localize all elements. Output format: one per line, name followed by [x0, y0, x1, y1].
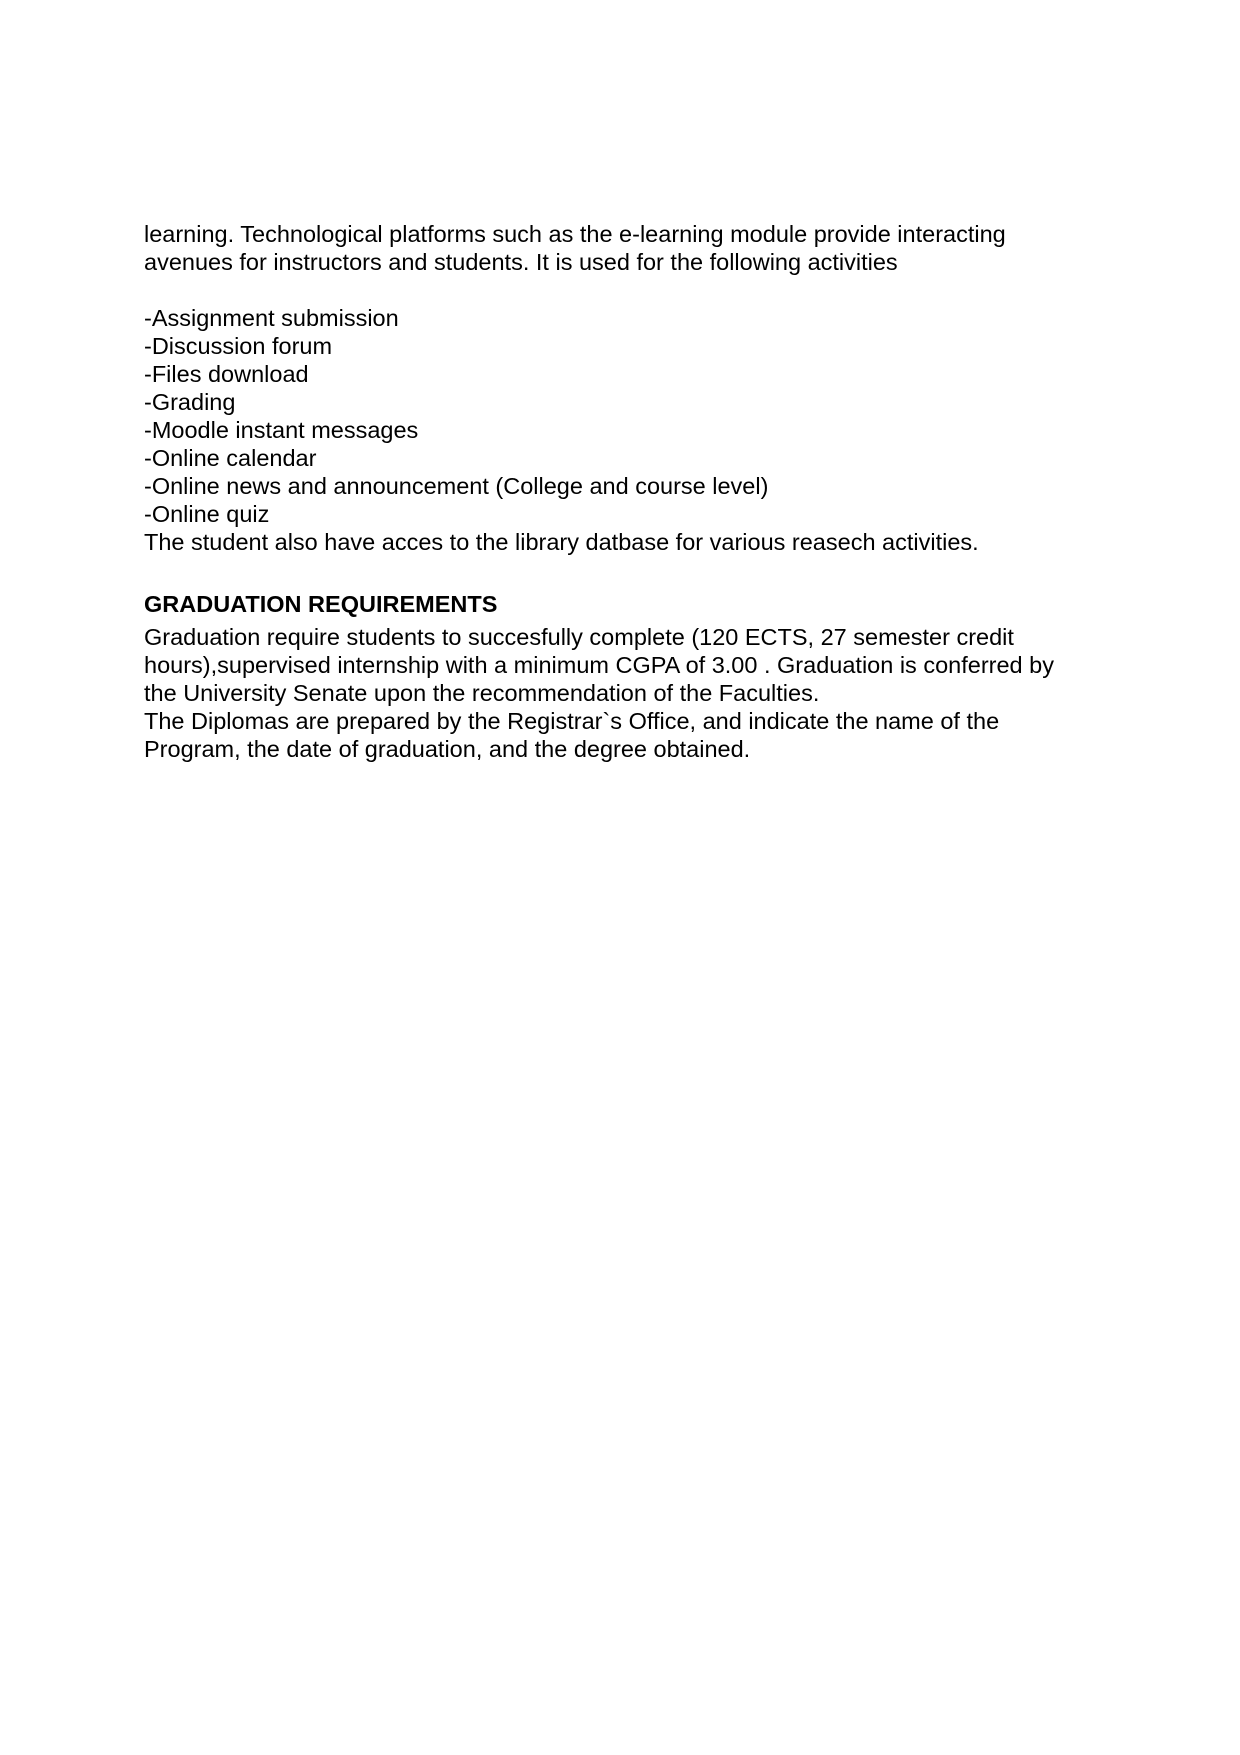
intro-line: avenues for instructors and students. It is used for the following activities [144, 249, 898, 275]
activity-item: -Moodle instant messages [144, 417, 419, 443]
activity-item: -Online quiz [144, 501, 270, 527]
page-content [144, 220, 1104, 763]
graduation-line: hours),supervised internship with a minimum CGPA of 3.00 . Graduation is conferred by [144, 652, 1054, 678]
graduation-line: the University Senate upon the recommendation of the Faculties. [144, 680, 820, 706]
activity-item: -Discussion forum [144, 333, 333, 359]
intro-paragraph [144, 220, 1104, 276]
activity-item: -Assignment submission [144, 305, 399, 331]
intro-line: learning. Technological platforms such as the e-learning module provide interacting [144, 221, 1006, 247]
graduation-line: The Diplomas are prepared by the Registrar`s Office, and indicate the name of the [144, 708, 1000, 734]
activity-item: -Files download [144, 361, 309, 387]
graduation-heading: GRADUATION REQUIREMENTS [144, 591, 498, 617]
graduation-line: Graduation require students to succesfully complete (120 ECTS, 27 semester credit [144, 624, 1014, 650]
activity-item: -Grading [144, 389, 236, 415]
activities-list [144, 304, 1104, 528]
graduation-line: Program, the date of graduation, and the degree obtained. [144, 736, 751, 762]
graduation-paragraph [144, 623, 1104, 763]
activity-item: -Online news and announcement (College and course level) [144, 473, 769, 499]
activity-item: -Online calendar [144, 445, 317, 471]
library-note: The student also have acces to the library datbase for various reasech activities. [144, 529, 979, 555]
